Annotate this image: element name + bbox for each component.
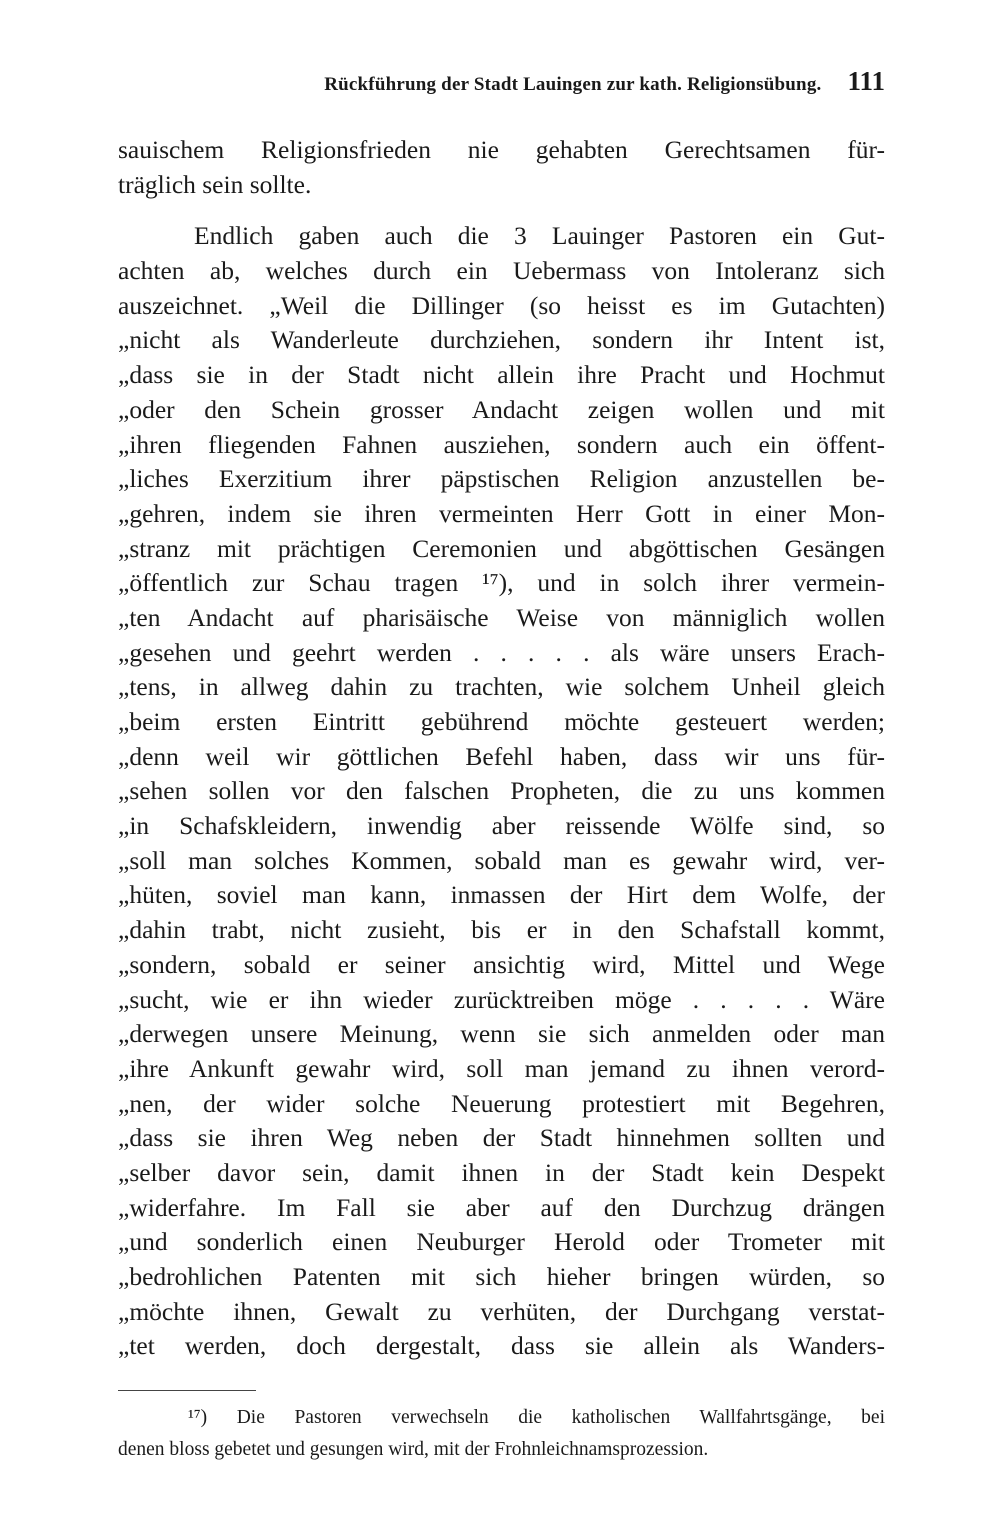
text-line: „nen, der wider solche Neuerung protestiert mit Begehren, — [118, 1088, 885, 1118]
text-line — [118, 1364, 885, 1399]
text-line: „liches Exerzitium ihrer päpstischen Religion anzustellen be- — [118, 464, 885, 494]
body-text — [118, 133, 885, 1399]
text-line: „in Schafskleidern, inwendig aber reissende Wölfe sind, so — [118, 811, 885, 841]
text-line: „dass sie in der Stadt nicht allein ihre Pracht und Hochmut — [118, 360, 885, 390]
text-line: „nicht als Wanderleute durchziehen, sondern ihr Intent ist, — [118, 325, 885, 355]
footnote-rule — [118, 1390, 256, 1391]
text-line: „und sonderlich einen Neuburger Herold oder Trometer mit — [118, 1227, 885, 1257]
running-head-title: Rückführung der Stadt Lauingen zur kath. Religionsübung. — [324, 74, 822, 95]
text-line: „stranz mit prächtigen Ceremonien und abgöttischen Gesängen — [118, 533, 885, 563]
text-line: „möchte ihnen, Gewalt zu verhüten, der Durchgang verstat- — [118, 1296, 885, 1326]
text-line: „sehen sollen vor den falschen Propheten, die zu uns kommen — [118, 776, 885, 806]
text-line: „ten Andacht auf pharisäische Weise von männiglich wollen — [118, 602, 885, 632]
paragraph-1 — [118, 133, 885, 202]
text-line: „dahin trabt, nicht zusieht, bis er in den Schafstall kommt, — [118, 915, 885, 945]
text-line: „ihre Ankunft gewahr wird, soll man jemand zu ihnen verord- — [118, 1053, 885, 1083]
text-line: „gesehen und geehrt werden . . . . . als wäre unsers Erach- — [118, 637, 885, 667]
text-line: „derwegen unsere Meinung, wenn sie sich anmelden oder man — [118, 1019, 885, 1049]
text-line: „oder den Schein grosser Andacht zeigen wollen und mit — [118, 394, 885, 424]
text-line: träglich sein sollte. — [118, 169, 312, 199]
running-head — [118, 66, 885, 106]
text-line: „selber davor sein, damit ihnen in der Stadt kein Despekt — [118, 1157, 885, 1187]
footnote-line: denen bloss gebetet und gesungen wird, mit der Frohnleichnamsprozession. — [118, 1439, 709, 1460]
text-line: achten ab, welches durch ein Uebermass von Intoleranz sich — [118, 256, 885, 286]
text-line: „denn weil wir göttlichen Befehl haben, dass wir uns für- — [118, 741, 885, 771]
page-number: 111 — [847, 66, 885, 96]
text-line: sauischem Religionsfrieden nie gehabten Gerechtsamen für- — [118, 135, 885, 164]
text-line: „sondern, sobald er seiner ansichtig wird, Mittel und Wege — [118, 949, 885, 979]
text-line: „hüten, soviel man kann, inmassen der Hirt dem Wolfe, der — [118, 880, 885, 910]
text-line: „sucht, wie er ihn wieder zurücktreiben möge . . . . . Wäre — [118, 984, 885, 1014]
text-line: „gehren, indem sie ihren vermeinten Herr Gott in einer Mon- — [118, 498, 885, 528]
text-line: „ihren fliegenden Fahnen ausziehen, sondern auch ein öffent- — [118, 429, 885, 459]
text-line: „soll man solches Kommen, sobald man es gewahr wird, ver- — [118, 845, 885, 875]
text-line: „tet werden, doch dergestalt, dass sie allein als Wanders- — [118, 1331, 885, 1361]
text-line: „tens, in allweg dahin zu trachten, wie solchem Unheil gleich — [118, 672, 885, 702]
text-line: „öffentlich zur Schau tragen ¹⁷), und in solch ihrer vermein- — [118, 568, 885, 598]
footnote-line: ¹⁷) Die Pastoren verwechseln die katholischen Wallfahrtsgänge, bei — [188, 1407, 885, 1428]
text-line: auszeichnet. „Weil die Dillinger (so heisst es im Gutachten) — [118, 290, 885, 320]
paragraph-2 — [118, 219, 885, 1398]
text-line: „widerfahre. Im Fall sie aber auf den Durchzug drängen — [118, 1192, 885, 1222]
footnote — [118, 1402, 885, 1466]
text-line: „beim ersten Eintritt gebührend möchte gesteuert werden; — [118, 707, 885, 736]
text-line: „bedrohlichen Patenten mit sich hieher bringen würden, so — [118, 1262, 885, 1291]
text-line: „dass sie ihren Weg neben der Stadt hinnehmen sollten und — [118, 1123, 885, 1153]
text-line: Endlich gaben auch die 3 Lauinger Pastoren ein Gut- — [194, 221, 885, 251]
